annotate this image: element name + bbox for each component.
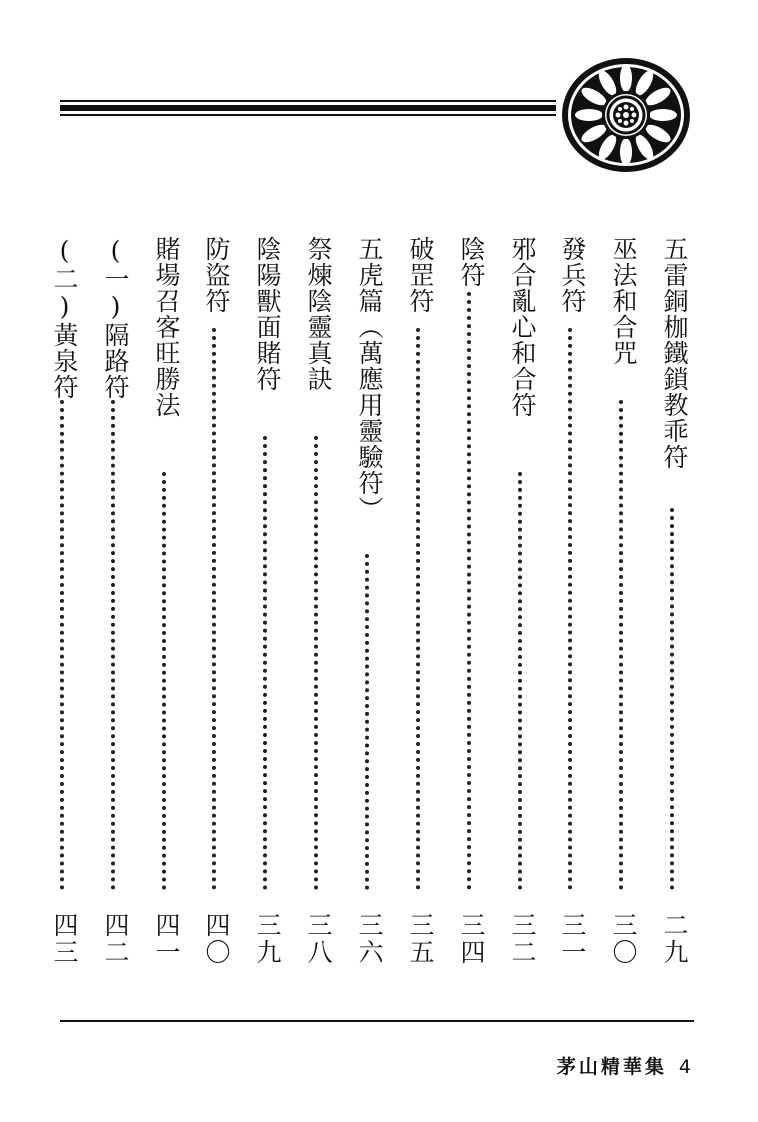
table-of-contents	[0, 236, 758, 966]
header-rule-thin-top	[60, 100, 556, 102]
toc-entry-title: 五雷銅枷鐵鎖教乖符	[660, 236, 689, 470]
toc-leader-dots	[314, 436, 318, 890]
toc-entry[interactable]	[552, 236, 592, 966]
footer-rule	[60, 1020, 694, 1022]
toc-entry-title: (二)黃泉符	[50, 236, 79, 400]
toc-entry[interactable]	[400, 236, 440, 966]
header-rule-thin-bottom	[60, 114, 556, 116]
toc-entry-title: (一)隔路符	[101, 236, 130, 400]
toc-entry-title: 賭場召客旺勝法	[152, 236, 181, 418]
toc-entry-page: 四二	[101, 912, 130, 966]
toc-entry-title: 邪合亂心和合符	[508, 236, 537, 418]
toc-entry-title: 五虎篇（萬應用靈驗符）	[355, 236, 384, 522]
toc-entry[interactable]	[146, 236, 186, 966]
toc-entry-page: 二九	[660, 912, 689, 966]
toc-entry-page: 四〇	[202, 912, 231, 966]
toc-entry[interactable]	[196, 236, 236, 966]
toc-leader-dots	[263, 436, 267, 890]
toc-entry-title: 祭煉陰靈真訣	[304, 236, 333, 392]
toc-leader-dots	[111, 400, 115, 890]
toc-leader-dots	[619, 400, 623, 890]
header-rule-thick	[60, 105, 556, 111]
toc-leader-dots	[365, 554, 369, 890]
toc-entry-page: 三九	[253, 912, 282, 966]
toc-entry[interactable]	[349, 236, 389, 966]
toc-leader-dots	[60, 400, 64, 890]
toc-entry[interactable]	[451, 236, 491, 966]
toc-entry[interactable]	[44, 236, 84, 966]
toc-entry-title: 防盜符	[202, 236, 231, 314]
toc-entry[interactable]	[298, 236, 338, 966]
toc-entry-page: 三六	[355, 912, 384, 966]
toc-entry[interactable]	[247, 236, 287, 966]
toc-entry-page: 三四	[457, 912, 486, 966]
toc-leader-dots	[670, 508, 674, 890]
toc-entry[interactable]	[654, 236, 694, 966]
toc-entry[interactable]	[95, 236, 135, 966]
toc-entry-page: 三八	[304, 912, 333, 966]
toc-leader-dots	[568, 328, 572, 890]
header-rules	[60, 100, 556, 118]
toc-entry-title: 陰陽獸面賭符	[253, 236, 282, 392]
toc-leader-dots	[212, 328, 216, 890]
toc-leader-dots	[416, 328, 420, 890]
toc-leader-dots	[162, 472, 166, 890]
toc-entry-title: 破罡符	[406, 236, 435, 314]
toc-entry-title: 發兵符	[558, 236, 587, 314]
toc-leader-dots	[518, 472, 522, 890]
toc-entry-page: 三二	[508, 912, 537, 966]
toc-entry-page: 三五	[406, 912, 435, 966]
lotus-emblem-icon	[560, 56, 692, 174]
toc-entry-title: 陰符	[457, 236, 486, 288]
toc-entry-page: 三〇	[609, 912, 638, 966]
footer-page-number: 4	[678, 1056, 694, 1078]
toc-entry[interactable]	[603, 236, 643, 966]
toc-entry-page: 四三	[50, 912, 79, 966]
toc-leader-dots	[467, 292, 471, 890]
toc-entry-page: 三一	[558, 912, 587, 966]
toc-entry[interactable]	[502, 236, 542, 966]
toc-entry-page: 四一	[152, 912, 181, 966]
footer-book-title: 茅山精華集	[556, 1056, 667, 1078]
toc-entry-title: 巫法和合咒	[609, 236, 638, 366]
running-footer	[557, 1052, 694, 1079]
